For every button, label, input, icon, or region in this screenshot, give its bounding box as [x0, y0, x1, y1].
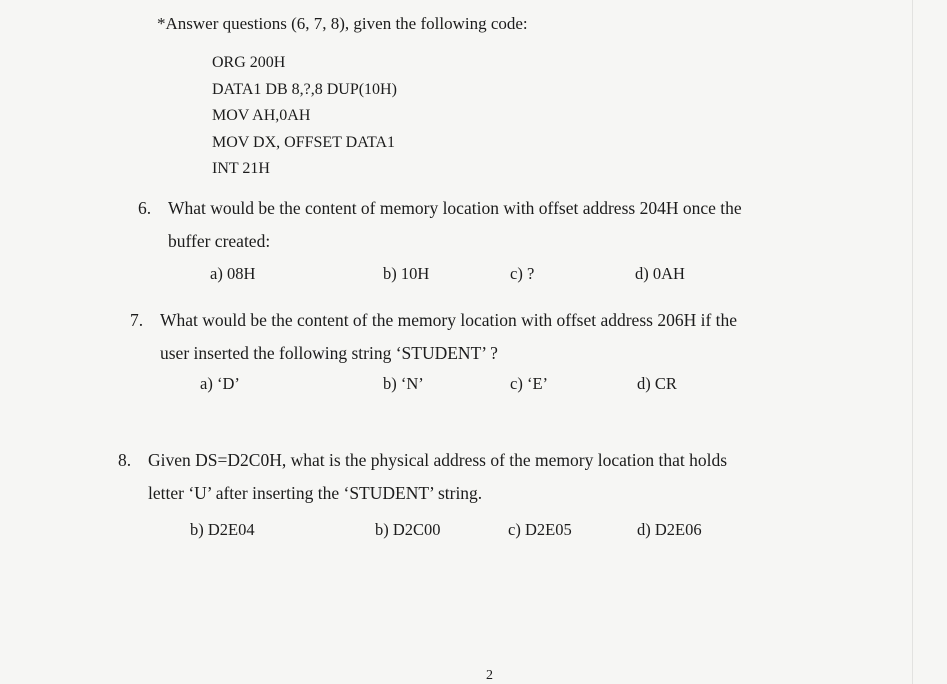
question-text: What would be the content of memory location with offset address 204H once the	[168, 198, 742, 218]
question-text: buffer created:	[168, 231, 271, 251]
code-line: DATA1 DB 8,?,8 DUP(10H)	[212, 80, 397, 98]
code-line: MOV DX, OFFSET DATA1	[212, 133, 396, 151]
question-7	[130, 304, 737, 370]
option-6b: b) 10H	[383, 264, 430, 283]
code-line: INT 21H	[212, 160, 270, 177]
question-text: What would be the content of the memory location with offset address 206H if the	[160, 310, 738, 330]
code-line: ORG 200H	[212, 54, 286, 71]
option-8c: c) D2E05	[508, 520, 572, 539]
option-8d: d) D2E06	[637, 520, 702, 539]
code-block	[212, 50, 397, 183]
option-7d: d) CR	[637, 374, 677, 393]
question-number: 6.	[138, 198, 152, 218]
option-8a: b) D2E04	[190, 520, 255, 539]
question-text: Given DS=D2C0H, what is the physical address of the memory location that holds	[148, 450, 728, 470]
question-text: user inserted the following string ‘STUDENT’ ?	[160, 343, 498, 363]
option-7c: c) ‘E’	[510, 374, 549, 393]
question-8	[118, 444, 727, 510]
page-number: 2	[486, 668, 493, 683]
question-text: letter ‘U’ after inserting the ‘STUDENT’ string.	[148, 483, 483, 503]
option-6c: c) ?	[510, 264, 535, 283]
option-6d: d) 0AH	[635, 264, 685, 283]
option-6a: a) 08H	[210, 264, 256, 283]
option-8b: b) D2C00	[375, 520, 441, 539]
question-number: 8.	[118, 450, 132, 470]
code-line: MOV AH,0AH	[212, 107, 311, 124]
option-7a: a) ‘D’	[200, 374, 240, 393]
instructions-header: *Answer questions (6, 7, 8), given the following code:	[157, 14, 528, 33]
page-edge-divider	[912, 0, 913, 684]
option-7b: b) ‘N’	[383, 374, 424, 393]
question-6	[138, 192, 742, 258]
question-number: 7.	[130, 310, 144, 330]
